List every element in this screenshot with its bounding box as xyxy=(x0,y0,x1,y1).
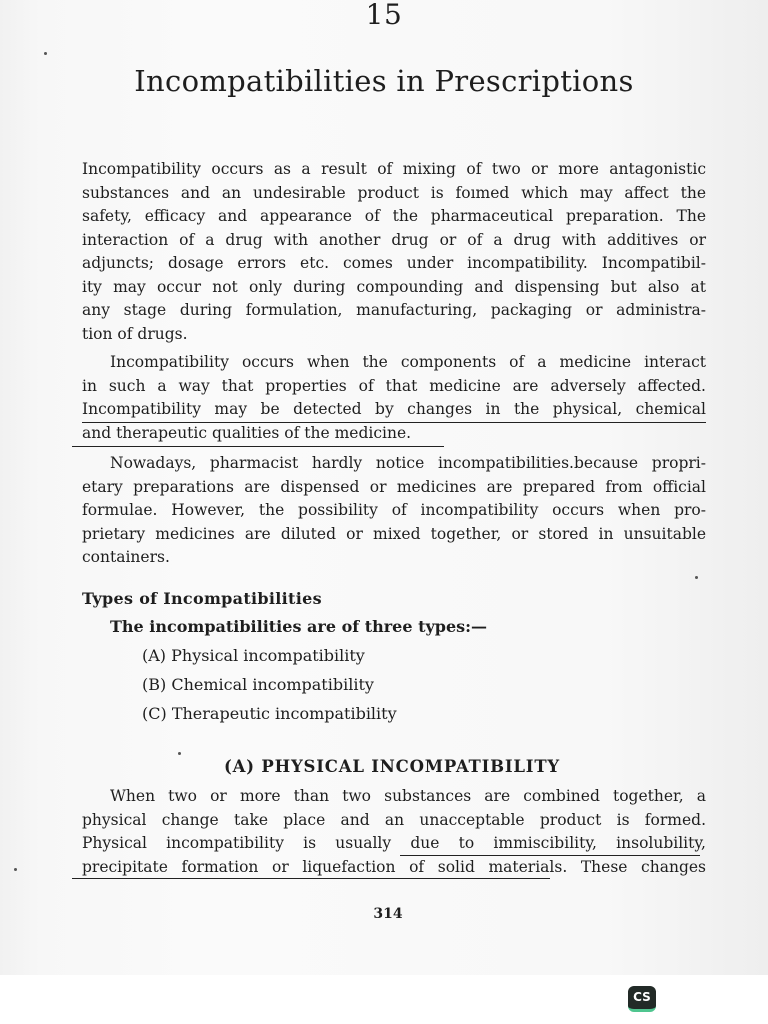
text-line: Incompatibility may be detected by changes in the physical, chemical xyxy=(82,400,706,418)
camscanner-logo-icon: CS xyxy=(628,986,656,1012)
pen-underline xyxy=(72,878,550,879)
text-line: formulae. However, the possibility of incompatibility occurs when pro- xyxy=(82,501,706,519)
text-line: Incompatibility occurs as a result of mixing of two or more antagonistic xyxy=(82,160,706,178)
types-heading: Types of Incompatibilities xyxy=(82,589,322,608)
pen-underline xyxy=(82,422,706,423)
paragraph-intro xyxy=(82,158,706,346)
text-line: any stage during formulation, manufacturing, packaging or administra- xyxy=(82,301,706,319)
types-intro: The incompatibilities are of three types:— xyxy=(110,617,488,636)
text-line: When two or more than two substances are combined together, a xyxy=(110,787,706,805)
text-line: Incompatibility occurs when the components of a medicine interact xyxy=(110,353,706,371)
text-line: interaction of a drug with another drug or of a drug with additives or xyxy=(82,230,706,249)
type-item-physical: (A) Physical incompatibility xyxy=(142,646,365,665)
pen-underline xyxy=(400,855,700,856)
text-line: tion of drugs. xyxy=(82,324,188,343)
chapter-number: 15 xyxy=(365,0,403,31)
page-number: 314 xyxy=(373,906,403,922)
paragraph-definition xyxy=(82,351,706,445)
text-line: precipitate formation or liquefaction of solid materials. These changes xyxy=(82,857,706,876)
text-line: containers. xyxy=(82,548,170,566)
text-line: in such a way that properties of that medicine are adversely affected. xyxy=(82,376,706,395)
scan-speck xyxy=(14,868,17,871)
scan-speck xyxy=(44,52,47,55)
type-item-chemical: (B) Chemical incompatibility xyxy=(142,675,374,694)
text-line: substances and an undesirable product is foımed which may affect the xyxy=(82,183,706,202)
section-heading: (A) PHYSICAL INCOMPATIBILITY xyxy=(224,757,560,776)
text-line: safety, efficacy and appearance of the pharmaceutical preparation. The xyxy=(82,207,706,225)
text-line: prietary medicines are diluted or mixed together, or stored in unsuitable xyxy=(82,524,706,543)
text-line: adjuncts; dosage errors etc. comes under incompatibility. Incompatibil- xyxy=(82,254,706,272)
text-line: etary preparations are dispensed or medicines are prepared from official xyxy=(82,477,706,496)
text-line: ity may occur not only during compounding and dispensing but also at xyxy=(82,277,706,296)
chapter-title: Incompatibilities in Prescriptions xyxy=(134,64,634,98)
pen-underline xyxy=(72,446,444,447)
scan-speck xyxy=(178,752,181,755)
text-line: physical change take place and an unacceptable product is formed. xyxy=(82,810,706,829)
scan-speck xyxy=(695,576,698,579)
text-line: Nowadays, pharmacist hardly notice incompatibilities.because propri- xyxy=(110,454,706,472)
paragraph-nowadays xyxy=(82,452,706,570)
text-line: Physical incompatibility is usually due to immiscibility, insolubility, xyxy=(82,834,706,852)
text-line: and therapeutic qualities of the medicine. xyxy=(82,423,412,442)
type-item-therapeutic: (C) Therapeutic incompatibility xyxy=(142,704,397,723)
paragraph-physical xyxy=(82,785,706,879)
